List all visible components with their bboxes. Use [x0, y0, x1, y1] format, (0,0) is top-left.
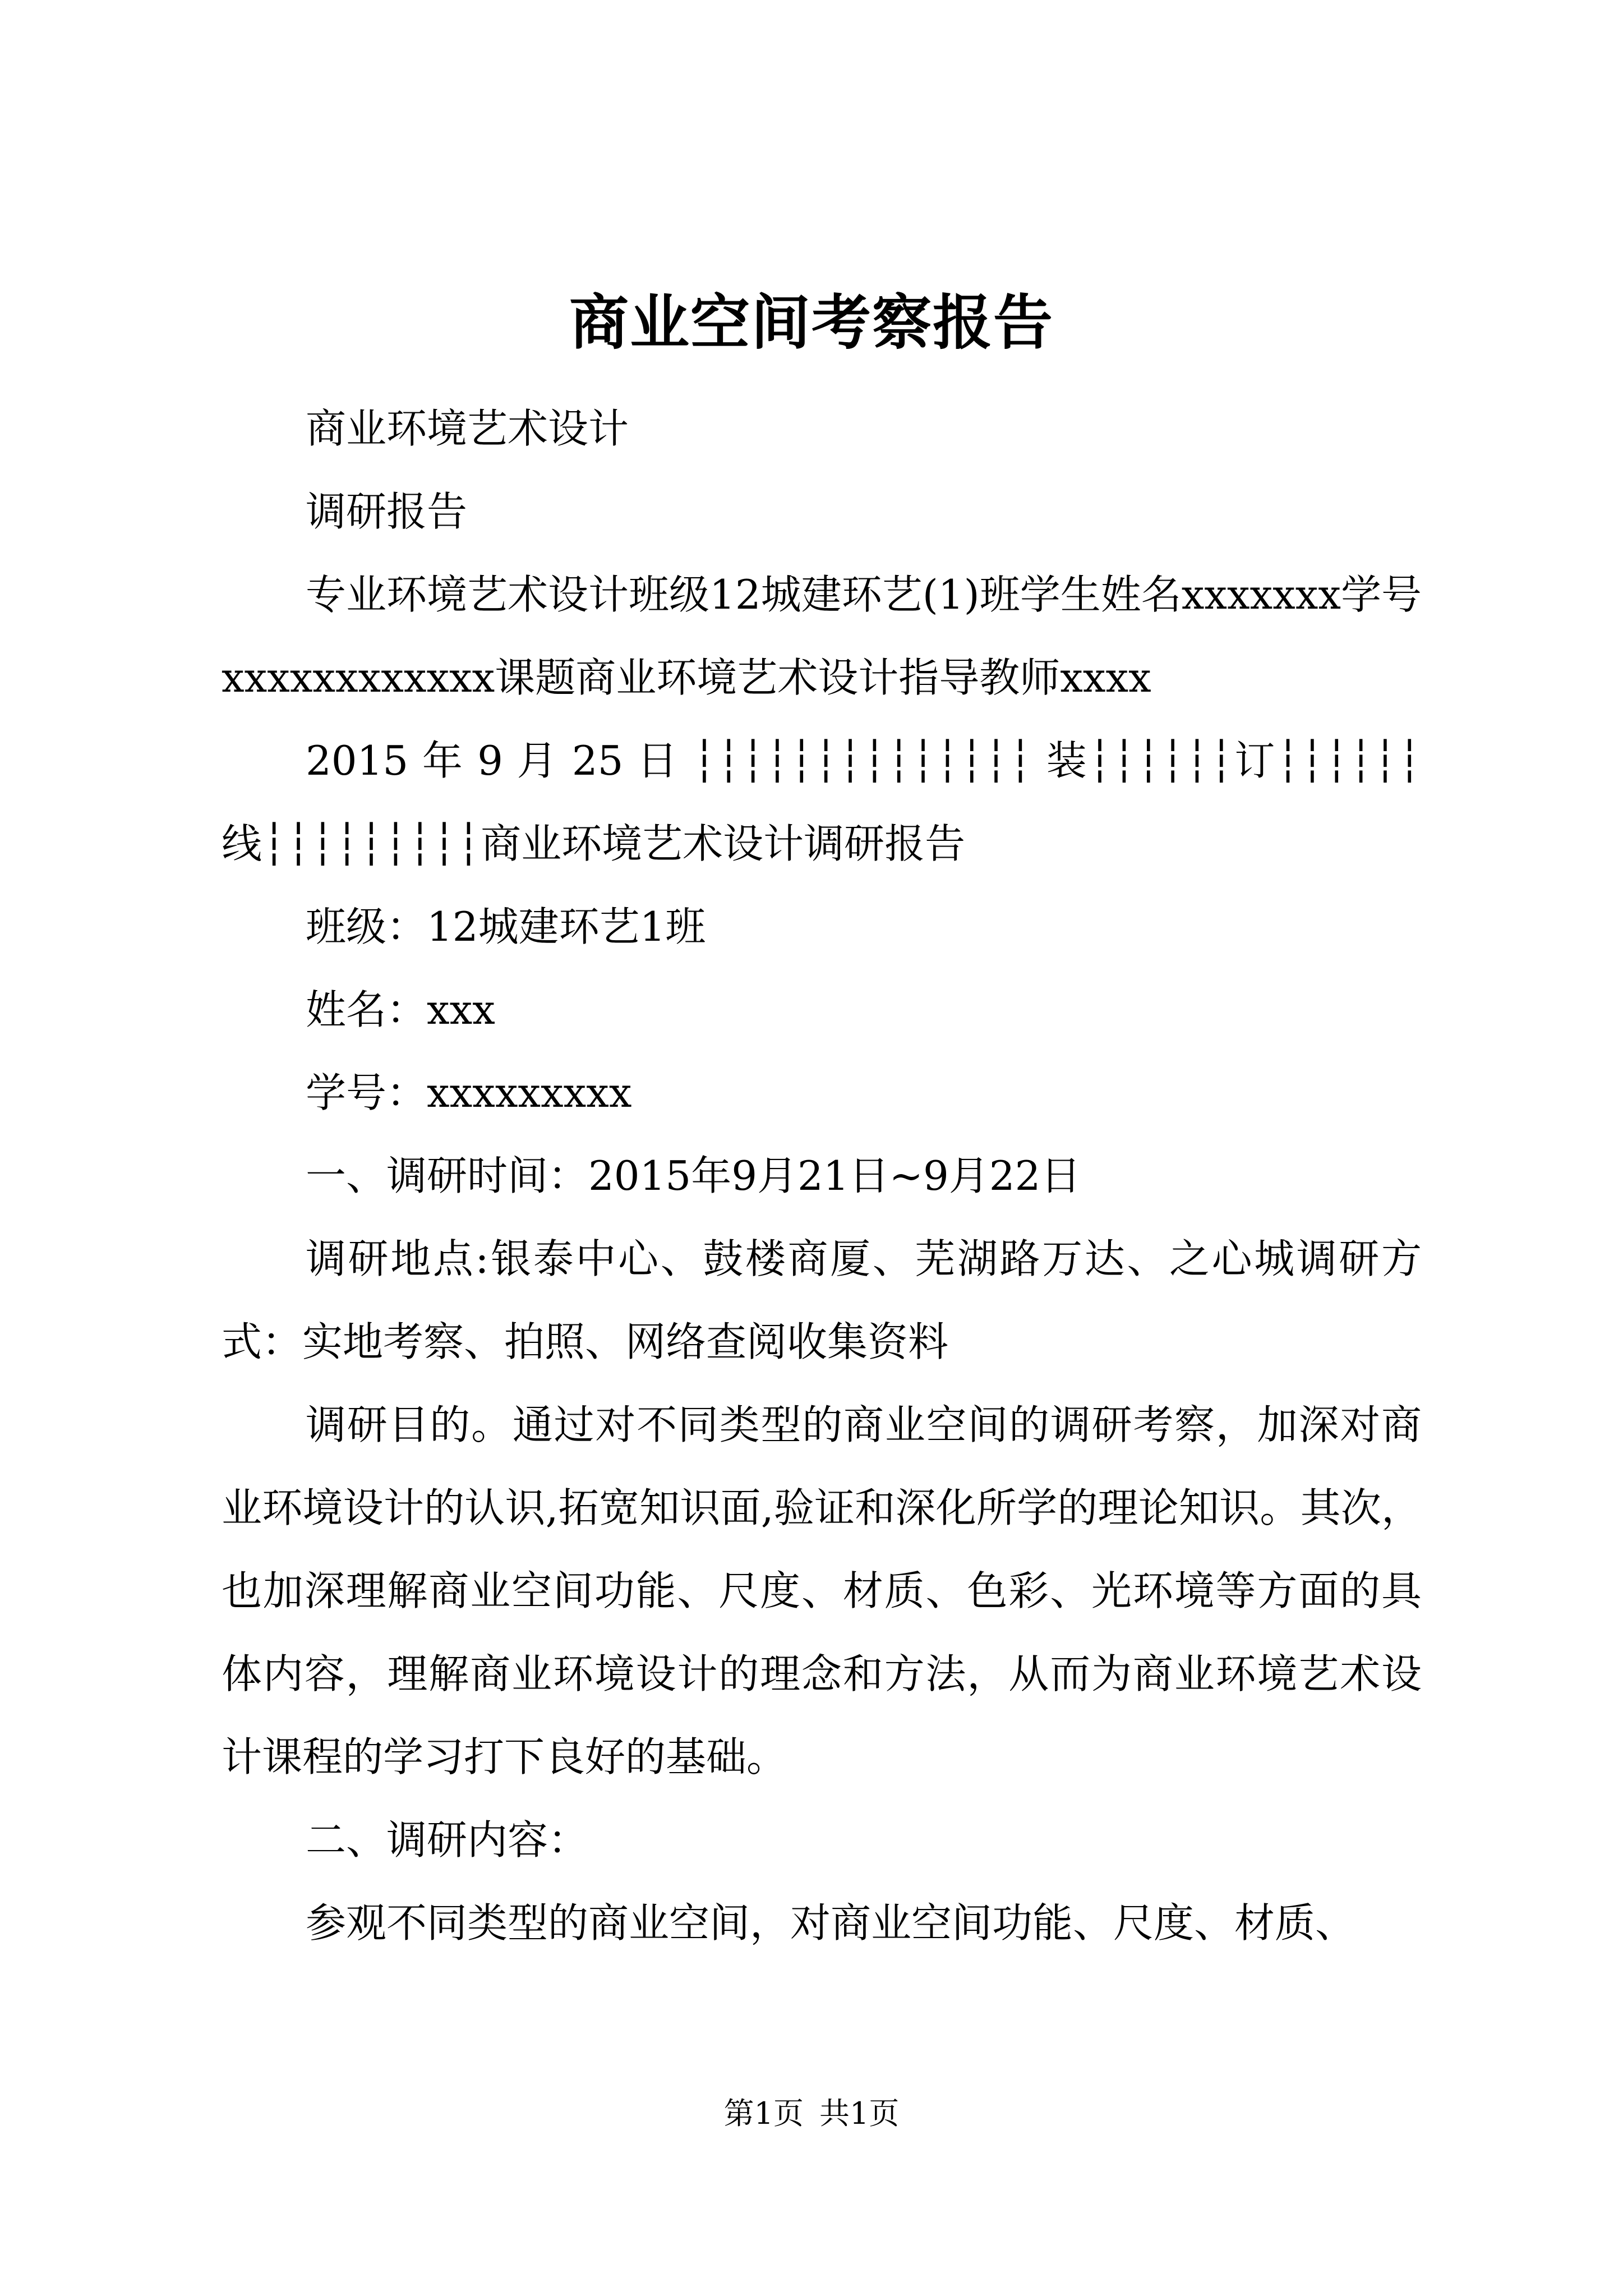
paragraph-research-location: 调研地点:银泰中心、鼓楼商厦、芜湖路万达、之心城调研方式：实地考察、拍照、网络查阅收集资料: [222, 1235, 1422, 1365]
paragraph-research-time: 一、调研时间：2015年9月21日~9月22日: [306, 1152, 1081, 1199]
document-title: 商业空间考察报告: [569, 287, 1054, 357]
paragraph-date-binding-line: 2015 年 9 月 25 日 ┆┆┆┆┆┆┆┆┆┆┆┆┆┆ 装┆┆┆┆┆┆订┆┆┆┆┆┆线┆┆┆┆┆┆┆┆┆商业环境艺术设计调研报告: [222, 737, 1422, 867]
paragraph-student-id: 学号：xxxxxxxxx: [306, 1069, 632, 1116]
page-number: 第1页: [723, 2096, 804, 2131]
paragraph-name: 姓名：xxx: [306, 986, 495, 1033]
paragraph-course: 商业环境艺术设计: [306, 405, 629, 452]
paragraph-section-two-heading: 二、调研内容：: [306, 1816, 589, 1864]
paragraph-research-content: 参观不同类型的商业空间，对商业空间功能、尺度、材质、: [306, 1899, 1356, 1947]
paragraph-research-purpose: 调研目的。通过对不同类型的商业空间的调研考察，加深对商业环境设计的认识,拓宽知识面,验证和深化所学的理论知识。其次，也加深理解商业空间功能、尺度、材质、色彩、光环境等方面的具体内容，理解商业环境设计的理念和方法，从而为商业环境艺术设计课程的学习打下良好的基础。: [222, 1401, 1422, 1780]
paragraph-class: 班级：12城建环艺1班: [306, 903, 706, 950]
document-body: [222, 387, 1422, 1964]
page-total: 共1页: [819, 2096, 900, 2131]
paragraph-report-label: 调研报告: [306, 488, 468, 535]
paragraph-student-info: 专业环境艺术设计班级12城建环艺(1)班学生姓名xxxxxxx学号xxxxxxxxxxxx课题商业环境艺术设计指导教师xxxx: [222, 571, 1422, 701]
page-footer: [0, 2091, 1623, 2136]
